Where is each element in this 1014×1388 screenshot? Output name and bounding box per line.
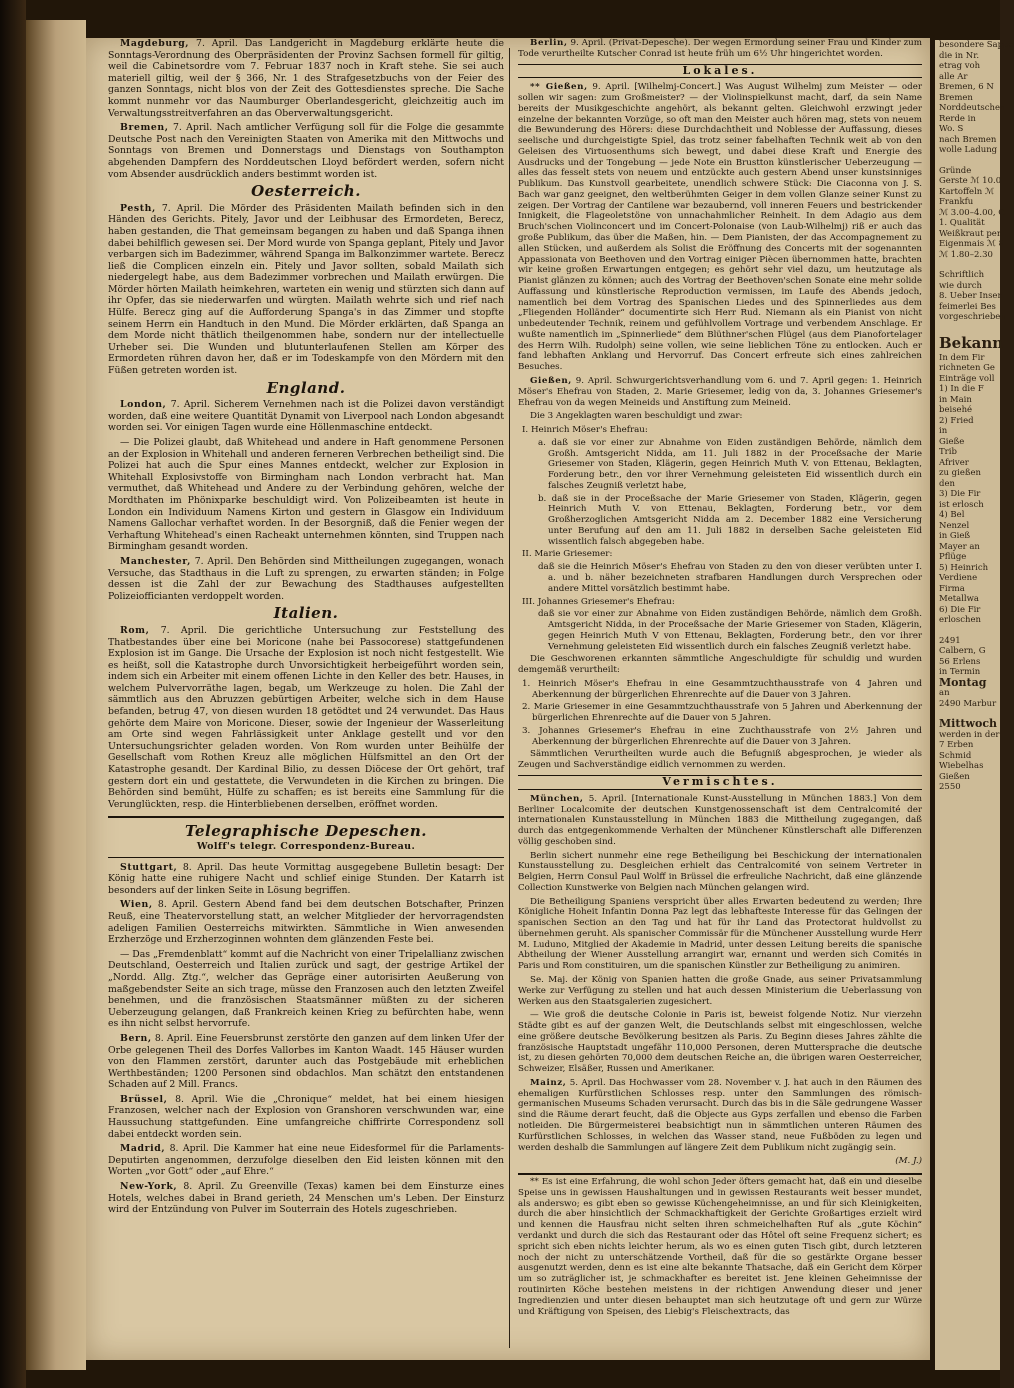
facing-page-fragment: vorgeschrieben xyxy=(939,312,1006,322)
facing-page-fragment: Kartoffeln ℳ xyxy=(939,186,995,197)
facing-page-fragment: Schmid xyxy=(939,750,972,761)
court-closing: Sämmtlichen Verurtheilten wurde auch die Befugniß abgesprochen, je wieder als Zeugen und Sachverständige eidlich vernommen zu werden. xyxy=(518,749,922,771)
facing-page-fragment: an xyxy=(939,688,950,698)
facing-page-fragment: 56 Erlens xyxy=(939,656,981,667)
facing-page-fragment: Einträge voll xyxy=(939,373,995,384)
news-item-bern: Bern, 8. April. Eine Feuersbrunst zerstörte den ganzen auf dem linken Ufer der Orbe gelegenen Theil des Dorfes Vallorbes im Kanton Waadt. 145 Häuser wurden von den Flammen zerstört, darunter auch das Postgebäude mit erheblichen Werthbeständen; 1200 Personen sind obdachlos. Man schätzt den entstandenen Schaden auf 2 Mill. Francs. xyxy=(108,1032,504,1091)
court-charge-1: I. Heinrich Möser's Ehefrau: xyxy=(522,425,648,436)
facing-page-fragment: Bremen, 6 N xyxy=(939,82,994,92)
facing-page-fragment: 1. Qualität xyxy=(939,218,985,228)
news-item-wilhelmj-concert: ** Gießen, 9. April. [Wilhelmj-Concert.] Was August Wilhelmj zum Meister — oder sollen wir sagen: zum Großmeister? — der Violinspielkunst macht, darf, da sein Name bereits der Musikgeschichte angehört, als bekannt gelten. Gleichwohl erzwingt jeder einzelne der bekannten Vorzüge, so oft man den Meister auch hören mag, stets von neuem die Bewunderung des Hörers: diese Durchdachtheit und Noblesse der Auffassung, dieses seelische und durchgeistigte Spiel, das trotz seiner fabelhaften Technik weit ab von den Geleisen des Virtuosenthums sich bewegt, und dabei diese Kraft und Energie des Ausdrucks und der Tongebung — jede Note ein Brustton künstlerischer Ueberzeugung — alles das fesselt stets von neuem und entzückte auch gestern Abend unser kunstsinniges Publikum. Das Kunstvoll gearbeitete, unendlich schwere Stück: Die Ciaconna von J. S. Bach war ganz geeignet, den weltberühmten Geiger in dem vollen Glanze seiner Kunst zu zeigen. Der Vortrag der Cantilene war bezaubernd, voll inneren Feuers und bestrickender Innigkeit, die Flageoletstöne von unnachahmlicher Reinheit. In dem Adagio aus dem Bruch'schen Violinconcert und im Concert-Polonaise (von Laub-Wilhelmj) riß er auch das große Publikum, das über die Maßen, hin. — Dem Pianisten, der das Accompagnement zu allen Stücken, und außerdem als Solist die Eröffnung des Concerts mit der sogenannten Appassionata von Beethoven und den Vortrag einiger Piècen übernommen hatte, brachten wir keine großen Erwartungen entgegen; es gehört sehr viel dazu, um heutzutage als Pianist glänzen zu können; auch des Vortrag der Beethoven'schen Sonate eine mehr solide Auffassung und künstlerische Reproduction vermissen, im Laufe des Abends jedoch, namentlich bei dem Vortrag des Spanischen Liedes und des Spinnerliedes aus dem „Fliegenden Holländer“ documentirte sich Herr Rud. Niemann als ein Pianist von nicht unbedeutender Technik, reinem und gefühlvollem Vortrage und verbendem Anschlage. Er wußte namentlich im „Spinnerliede“ dem Blüthner'schen Flügel (aus dem Pianofortelager des Herrn Wilh. Rudolph) seine vollen, wie seine lieblichen Töne zu entlocken. Auch er fand lebhaften Anklang und Hervorruf. Das Concert erfreute sich eines zahlreichen Besuches. xyxy=(518,82,922,373)
facing-page-edge xyxy=(935,40,1014,1370)
facing-page-fragment: Gieße xyxy=(939,436,965,447)
court-lead: Die 3 Angeklagten waren beschuldigt und zwar: xyxy=(530,411,743,422)
column-rule xyxy=(509,48,510,1348)
court-sentence-2: 2. Marie Griesemer in eine Gesammtzuchthausstrafe von 5 Jahren und Aberkennung der bürgerlichen Ehrenrechte auf die Dauer von 5 Jahren. xyxy=(522,702,922,724)
facing-page-fragment: 1) In die F xyxy=(939,384,984,394)
news-item-london: London, 7. April. Sicherem Vernehmen nach ist die Polizei davon verständigt worden, daß eine weitere Quantität Dynamit von Liverpool nach London abgesandt worden sei. Vor einigen Tagen wurde eine Höllenmaschine entdeckt. xyxy=(108,399,504,434)
news-item-berlin-kunst: Berlin sichert nunmehr eine rege Betheiligung bei Beschickung der internationalen Kunstausstellung zu. Desgleichen erhielt das Centralcomité von seinem Vertreter in Belgien, Herrn Consul Paul Wolff in Brüssel die erfreuliche Nachricht, daß eine glänzende Collection Kunstwerke von Belgien nach München gelangen wird. xyxy=(518,850,922,893)
facing-page-fragment: Wiebelhas xyxy=(939,761,984,771)
facing-page-fragment: 2490 Marbur xyxy=(939,698,997,709)
court-sentence-1: 1. Heinrich Möser's Ehefrau in eine Gesammtzuchthausstrafe von 4 Jahren und Aberkennung der bürgerlichen Ehrenrechte auf die Dauer von 3 Jahren. xyxy=(522,678,922,700)
facing-page-fragment: Nenzel xyxy=(939,520,970,531)
facing-page-fragment: in xyxy=(939,426,948,436)
news-item-spanien: Die Betheiligung Spaniens verspricht über alles Erwarten bedeutend zu werden; Ihre Königliche Hoheit Infantin Donna Paz legt das lebhafteste Interesse für das Gelingen der spanischen Section an den Tag und hat für ihr Land das Protectorat huldvollst zu übernehmen geruht. Als spanischer Commissär für die Münchener Ausstellung wurde Herr M. Luduno, Mitglied der Akademie in Madrid, unter dessen Leitung bereits die spanische Abtheilung der Wiener Ausstellung arrangirt war, ernannt und werden sich Comités in Paris und Rom constituiren, um die spanischen Künstler zur Betheiligung zu animiren. xyxy=(518,896,923,972)
intro-section xyxy=(108,38,504,180)
facing-page-fragment: 2) Fried xyxy=(939,415,974,426)
facing-page-fragment: zu gießen xyxy=(939,468,982,478)
facing-page-fragment: Bekann xyxy=(939,333,1004,352)
section-divider-footnote xyxy=(518,1173,922,1175)
facing-page-fragment: beisehé xyxy=(939,405,973,415)
facing-page-fragment: Metallwa xyxy=(939,594,979,604)
section-divider xyxy=(108,816,504,818)
facing-page-fragment: 6) Die Fir xyxy=(939,604,981,615)
news-item-madrid: Madrid, 8. April. Die Kammer hat eine neue Eidesformel für die Parlaments-Deputirten angenommen, derzufolge dieselben den Eid leisten können mit den Worten „vor Gott“ oder „auf Ehre.“ xyxy=(108,1143,504,1178)
facing-page-fragment: werden in der xyxy=(939,729,1000,740)
facing-page-fragment: Rerde in xyxy=(939,113,976,124)
facing-page-fragment: in Termin xyxy=(939,667,981,677)
facing-page-fragment: Calbern, G xyxy=(939,646,986,656)
right-column xyxy=(518,38,922,1320)
facing-page-fragment: ℳ 1.80–2.30 xyxy=(939,249,993,260)
news-item-magdeburg: Magdeburg, 7. April. Das Landgericht in Magdeburg erklärte heute die Sonntags-Verordnung des Oberpräsidenten der Provinz Sachsen formell für giltig, weil die Cabinetsordre vom 7. Februar 1837 noch in Kraft stehe. Sie sei auch materiell giltig, weil der § 366, Nr. 1 des Strafgesetzbuchs von der Feier des ganzen Sonntags, nicht blos von der Zeit des Gottesdienstes spreche. Die Sache kommt nunmehr vor das Naumburger Oberlandesgericht, gleichzeitig auch im Verwaltungsstreitverfahren an das Oberverwaltungsgericht. xyxy=(108,38,504,119)
court-charge-3: III. Johannes Griesemer's Ehefrau: xyxy=(522,596,675,607)
facing-page-fragment: wolle Ladung xyxy=(939,145,998,155)
facing-page-fragment: 7 Erben xyxy=(939,740,974,750)
facing-page-fragment: Verdiene xyxy=(939,573,978,583)
facing-page-fragment: Mittwoch xyxy=(939,717,998,730)
court-sentence-3: 3. Johannes Griesemer's Ehefrau in eine Zuchthausstrafe von 2½ Jahren und Aberkennung der bürgerlichen Ehrenrechte auf die Dauer von 3 Jahren. xyxy=(522,725,922,747)
facing-page-fragment: richneten Ge xyxy=(939,363,995,373)
facing-page-fragment: Weißkraut per xyxy=(939,228,1001,239)
court-verdict: Die Geschworenen erkannten sämmtliche Angeschuldigte für schuldig und wurden demgemäß verurtheilt: xyxy=(518,654,922,676)
news-item-fremdenblatt: — Das „Fremdenblatt“ kommt auf die Nachricht von einer Tripelallianz zwischen Deutschland, Oesterreich und Italien zurück und sagt, der gestrige Artikel der „Nordd. Allg. Ztg.“, welcher das Gepräge einer autorisirten Aeußerung von maßgebendster Seite an sich trage, müsse den Franzosen auch den letzten Zweifel benehmen, und die französischen Staatsmänner müßten zu der sicheren Ueberzeugung gelangen, daß Frankreich keinen Krieg zu befürchten habe, wenn es ihn nicht selbst hervorrufe. xyxy=(108,948,504,1030)
author-signature: (M. J.) xyxy=(895,1156,922,1167)
section-heading-vermischtes: Vermischtes. xyxy=(518,775,922,790)
newspaper-page xyxy=(86,38,930,1360)
facing-page-fragment: Eigenmais ℳ 8 xyxy=(939,239,1004,249)
facing-page-fragment: Wo. S xyxy=(939,124,964,134)
news-item-rom: Rom, 7. April. Die gerichtliche Untersuchung zur Feststellung des Thatbestandes über eine bei Moricone (nahe bei Passocorese) stattgefundenen Explosion ist im Gange. Die Ursache der Explosion ist noch nicht festgestellt. Wie es heißt, soll die Katastrophe durch Unvorsichtigkeit herbeigeführt worden sein, indem sich ein Arbeiter mit einem offenen Lichte in den Keller des betr. Hauses, in welchem Pulvervorräthe lagen, begab, um Werkzeuge zu holen. Die Zahl der sämmtlich aus den Abruzzen gebürtigen Arbeiter, welche sich in dem Hause befanden, betrug 47, von diesen wurden 18 getödtet und 24 verwundet. Das Haus gehörte dem Maire von Moricone. Dieser, sowie der Ingenieur der Wasserleitung am Orte sind wegen Fahrlässigkeit unter Anklage gestellt und vor den Untersuchungsrichter geladen worden. Von Rom wurden unter Beihülfe der Gesellschaft vom Rothen Kreuz alle möglichen Hülfsmittel an den Ort der Katastrophe gesandt. Der Kardinal Bilio, zu dessen Diöcese der Ort gehört, traf gestern dort ein und gestattete, die Verwundeten in die Kirchen zu bringen. Die Behörden sind bemüht, Hülfe zu schaffen; es ist bereits eine Sammlung für die Verunglückten, resp. die Hinterbliebenen derselben, eröffnet worden. xyxy=(108,624,504,810)
facing-page-fragment: alle Ar xyxy=(939,71,968,82)
court-charge-1b: b. daß sie in der Proceßsache der Marie Griesemer von Staden, Klägerin, gegen Heinrich Muth V. von Ettenau, Beklagten, Forderung betr., vor dem Großherzoglichen Amtsgericht Nidda am 2. December 1882 eine Versicherung unter Berufung auf den am 11. Juli 1882 in derselben Sache geleisteten Eid wissentlich falsch abgegeben habe. xyxy=(538,493,922,547)
facing-page-fragment: etrag voh xyxy=(939,61,981,71)
section-heading-lokales: Lokales. xyxy=(518,64,922,79)
facing-page-fragment: 5) Heinrich xyxy=(939,562,989,573)
news-item-berlin: Berlin, 9. April. (Privat-Depesche). Der wegen Ermordung seiner Frau und Kinder zum Tode verurtheilte Kutscher Conrad ist heute früh um 6½ Uhr hingerichtet worden. xyxy=(518,38,922,59)
news-item-mainz: Mainz, 5. April. Das Hochwasser vom 28. November v. J. hat auch in den Räumen des ehemaligen Kurfürstlichen Schlosses resp. unter den Sammlungen des römisch-germanischen Museums Schaden verursacht. Durch das bis in die Säle gedrungene Wasser sind die Räume derart feucht, daß die Objecte aus Gyps zerfallen und ebenso die Farben notleiden. Die Bürgermeisterei beabsichtigt nun in sämmtlichen unteren Räumen des Kurfürstlichen Schlosses, in welchen das Wasser stand, neue Fußböden zu legen und werden deshalb die Sammlungen auf längere Zeit dem Publikum nicht zugängig sein. xyxy=(518,1077,922,1153)
news-item-wien: Wien, 8. April. Gestern Abend fand bei dem deutschen Botschafter, Prinzen Reuß, eine Theatervorstellung statt, an welcher Mitglieder der hervorragendsten adeligen Familien Oesterreichs mitwirkten. Sämmtliche in Wien anwesenden Erzherzöge und Erzherzoginnen wohnten dem glänzenden Feste bei. xyxy=(108,899,504,946)
section-heading-england: England. xyxy=(266,378,346,397)
news-item-bremen: Bremen, 7. April. Nach amtlicher Verfügung soll für die Folge die gesammte Deutsche Post nach den Vereinigten Staaten von Amerika mit den Mittwochs und Sonntags von Bremen und Donnerstags und Dienstags von Southampton abgehenden Dampfern des Norddeutschen Lloyd befördert werden, sofern nicht vom Absender ausdrücklich anders bestimmt worden ist. xyxy=(108,122,504,180)
facing-page-fragment: Norddeutschen xyxy=(939,103,1006,113)
facing-page-fragment: Gerste ℳ 10.0 xyxy=(939,176,1002,186)
news-item-newyork: New-York, 8. April. Zu Greenville (Texas) kamen bei dem Einsturze eines Hotels, welches dabei in Brand gerieth, 24 Menschen um's Leben. Der Einsturz wird der Entzündung von Pulver im Souterrain des Hotels zugeschrieben. xyxy=(108,1181,504,1216)
facing-page-fragment: Bremen xyxy=(939,92,973,103)
news-item-manchester: Manchester, 7. April. Den Behörden sind Mittheilungen zugegangen, wonach Versuche, das Stadthaus in die Luft zu sprengen, zu erwarten ständen; in Folge dessen ist die Zahl der zur Bewachung des Stadthauses aufgestellten Polizeiofficianten verdoppelt worden. xyxy=(108,555,504,602)
facing-page-fragment: Montag xyxy=(939,675,987,689)
left-column xyxy=(108,38,504,1219)
news-item-pesth: Pesth, 7. April. Die Mörder des Präsidenten Mailath befinden sich in den Händen des Gerichts. Pitely, Javor und der Leibhusar des Ermordeten, Berecz, haben gestanden, die That gemeinsam begangen zu haben und daß Spanga ihnen dabei behilflich gewesen sei. Der Mord wurde von Spanga geplant, Pitely und Javor verbargen sich im Badezimmer, während Spanga im Balkonzimmer wartete. Berecz ließ die Complicen einzeln ein. Pitely und Javor sollten, sobald Mailath sich niedergelegt habe, aus dem Badezimmer vorbrechen und Mailath erwürgen. Die Mörder hörten Mailath heimkehren, warteten ein wenig und stürzten sich dann auf ihr Opfer, das sie niederwarfen und würgten. Mailath wehrte sich und rief nach Hülfe. Berecz ging auf die Aufforderung Spanga's in das Zimmer und stopfte seinem Herrn ein Handtuch in den Mund. Die Mörder erklärten, daß Spanga an dem Morde nicht thätlich theilgenommen habe, sondern nur der intellectuelle Urheber sei. Die Wunden und blutunterlaufenen Stellen am Körper des Ermordeten rühren davon her, daß er im Todeskampfe von den Mördern mit den Füßen getreten worden ist. xyxy=(108,202,504,377)
facing-page-fragment: den xyxy=(939,478,955,489)
news-item-london-police: — Die Polizei glaubt, daß Whitehead und andere in Haft genommene Personen an der Explosion in Whitehall und anderen ferneren Verbrechen betheiligt sind. Die Polizei hat auch die Spur eines Mannes entdeckt, welcher zur Explosion in Whitehall Explosivstoffe von Birmingham nach London verbracht hat. Man vermuthet, daß Whitehead und Andere zu der Verbindung gehören, welche der Mordthaten im Phönixparke beschuldigt wird. Von Polizeibeamten ist heute in London ein Individuum Namens Kirton und gestern in Glasgow ein Individuum Namens Gallochar verhaftet worden. In der Besorgniß, daß die Fenier wegen der Verhaftung Whitehead's einen Racheakt unternehmen könnten, sind Truppen nach Birmingham gesandt worden. xyxy=(108,437,504,553)
facing-page-fragment: 3) Die Fir xyxy=(939,489,981,499)
facing-page-fragment: in Gieß xyxy=(939,531,971,541)
facing-page-fragment: Mayer an xyxy=(939,541,980,552)
section-heading-telegraphische: Telegraphische Depeschen. xyxy=(185,822,427,841)
news-item-muenchen: München, 5. April. [Internationale Kunst-Ausstellung in München 1883.] Von dem Berliner Localcomite der deutschen Kunstgenossenschaft ist dem Centralcomité der internationalen Kunstausstellung in München 1883 die Mittheilung zugegangen, daß durch das entgegenkommende Verhalten der Münchener Künstlerschaft alle Differenzen völlig geschoben sind. xyxy=(518,793,922,847)
page-gutter xyxy=(26,20,86,1370)
facing-page-fragment: erloschen xyxy=(939,615,982,625)
section-heading-oesterreich: Oesterreich. xyxy=(251,182,361,201)
facing-page-fragment: die in Nr. xyxy=(939,50,980,61)
facing-page-fragment: 4) Bel xyxy=(939,510,965,520)
facing-page-fragment: 2550 xyxy=(939,782,961,792)
news-item-koenig-spanien: Se. Maj. der König von Spanien hatten die große Gnade, aus seiner Privatsammlung Werke zur Verfügung zu stellen und hat auch dessen Ministerium die Ueberlassung von Werken aus den Staatsgalerien zugesichert. xyxy=(518,975,922,1007)
court-charge-1a: a. daß sie vor einer zur Abnahme von Eiden zuständigen Behörde, nämlich dem Großh. Amtsgericht Nidda, am 11. Juli 1882 in der Proceßsache der Marie Griesemer von Staden, Klägerin, gegen Heinrich Muth V. von Ettenau, Beklagten, Forderung betr., den vor ihrer Vernehmung geleisteten Eid wissentlich durch ein falsches Zeugniß verletzt habe, xyxy=(538,437,922,491)
facing-page-fragment: Frankfu xyxy=(939,197,974,207)
news-item-schwurgericht: Gießen, 9. April. Schwurgerichtsverhandlung vom 6. und 7. April gegen: 1. Heinrich Möser's Ehefrau von Staden, 2. Marie Griesemer, ledig von da, 3. Johannes Griesemer's Ehefrau von da wegen Meineids und Anstiftung zum Meineid. xyxy=(518,375,922,408)
facing-page-fragment: ist erlosch xyxy=(939,499,984,510)
facing-page-fragment: In dem Fir xyxy=(939,352,985,363)
section-heading-italien: Italien. xyxy=(273,604,339,623)
court-charge-2-text: daß sie die Heinrich Möser's Ehefrau von Staden zu den von dieser verübten unter I. a. und b. näher bezeichneten strafbaren Handlungen durch Versprechen oder andere Mittel vorsätzlich bestimmt habe. xyxy=(538,562,922,594)
facing-page-fragment: ℳ 3.00–4.00, G xyxy=(939,207,1006,218)
facing-page-fragment: in Main xyxy=(939,394,972,405)
facing-page-fragment: 8. Ueber Inser xyxy=(939,291,1002,301)
facing-page-fragment: Schriftlich xyxy=(939,270,985,280)
facing-page-fragment: Gießen xyxy=(939,771,970,782)
facing-page-fragment: nach Bremen xyxy=(939,134,997,145)
facing-page-fragment: 2491 xyxy=(939,635,961,646)
facing-page-fragment: besondere Sappe xyxy=(939,40,1014,50)
news-item-stuttgart: Stuttgart, 8. April. Das heute Vormittag ausgegebene Bulletin besagt: Der König hatte eine ruhigere Nacht und schlief einige Stunden. Der Katarrh ist besonders auf der linken Seite in Lösung begriffen. xyxy=(108,861,504,896)
section-subheading-bureau: Wolff's telegr. Correspondenz-Bureau. xyxy=(196,841,416,852)
facing-page-fragment: feimerlei Bes xyxy=(939,301,996,312)
news-item-paris-colonie: — Wie groß die deutsche Colonie in Paris ist, beweist folgende Notiz. Nur vierzehn Städte gibt es auf der ganzen Welt, die Deutschlands selbst mit eingeschlossen, welche eine größere deutsche Bevölkerung besitzen als Paris. Zu Beginn dieses Jahres zählte die französische Hauptstadt ungefähr 110,000 Personen, deren Muttersprache die deutsche ist, zu diesen gehörten 70,000 dem deutschen Reiche an, die übrigen waren Oesterreicher, Schweizer, Elsäßer, Russen und Amerikaner. xyxy=(518,1010,922,1075)
court-charge-2: II. Marie Griesemer: xyxy=(522,549,613,560)
facing-page-fragment: Trib xyxy=(939,447,957,457)
footnote-liebig: ** Es ist eine Erfahrung, die wohl schon Jeder öfters gemacht hat, daß ein und dieselbe Speise uns in gewissen Haushaltungen und in gewissen Restaurants weit besser mundet, als anderswo; es gibt eben so gewisse Küchengeheimnisse, an und für sich Kleinigkeiten, durch die aber hinsichtlich der Schmackhaftigkeit der Gerichte Großartiges erzielt wird und kennen die Hausfrau nicht selten ihren schmeichelhaften Ruf als „gute Köchin“ verdankt und durch die sich das Restaurant oder das Hôtel oft seine Frequenz sichert; es spricht sich eben nichts leichter herum, als wo es einen guten Tisch gibt, durch letzteren noch der nicht zu unterschätzende Vortheil, daß für die so gestärkte Organe besser ausgenutzt werden, denn es ist eine alte bekannte Thatsache, daß ein Gericht dem Körper um so zuträglicher ist, je schmackhafter es bereitet ist. Jene kleinen Geheimnisse der routinirten Köche bestehen meistens in der richtigen Anwendung dieser und jener Ingredienzien und unter diesen behauptet man sich heutzutage oft und gern zur Würze und Kräftigung von Speisen, des Liebig's Fleischextracts, das xyxy=(518,1177,922,1317)
court-charge-3-text: daß sie vor einer zur Abnahme von Eiden zuständigen Behörde, nämlich dem Großh. Amtsgericht Nidda, in der Proceßsache der Marie Griesemer von Staden, Klägerin, gegen Heinrich Muth V von Ettenau, Beklagten, Forderung betr., den vor ihrer Vernehmung geleisteten Eid wissentlich durch ein falsches Zeugniß verletzt habe. xyxy=(538,609,922,652)
facing-page-fragment: Gründe xyxy=(939,165,972,176)
facing-page-fragment: Firma xyxy=(939,583,965,594)
facing-page-fragment: Afriver xyxy=(939,457,969,468)
thin-divider xyxy=(108,857,504,858)
facing-page-fragment: wie durch xyxy=(939,280,982,291)
book-binding xyxy=(0,0,26,1388)
news-item-bruessel: Brüssel, 8. April. Wie die „Chronique“ meldet, hat bei einem hiesigen Franzosen, welcher nach der Explosion von Granshoren verschwunden war, eine Haussuchung stattgefunden. Eine umfangreiche chiffrirte Correspondenz soll dabei entdeckt worden sein. xyxy=(108,1093,504,1140)
facing-page-fragment: Pflüge xyxy=(939,552,967,562)
